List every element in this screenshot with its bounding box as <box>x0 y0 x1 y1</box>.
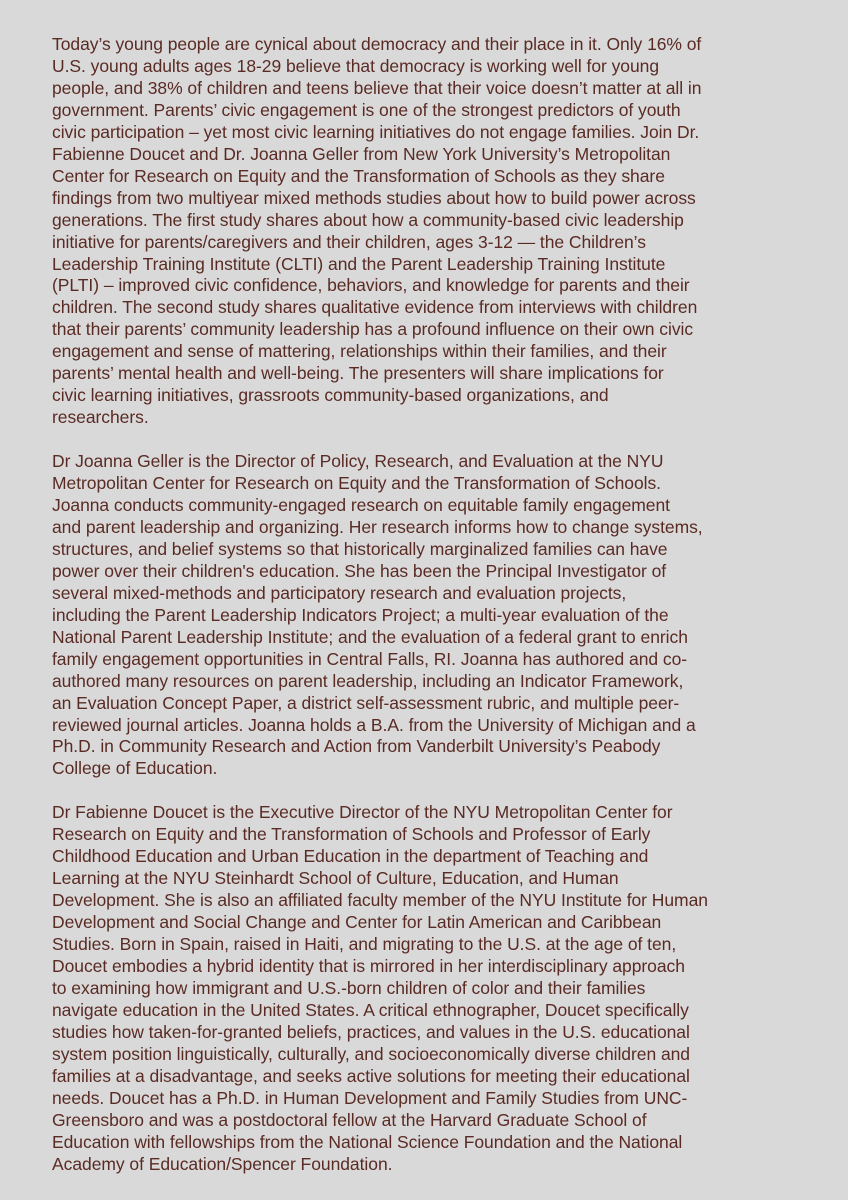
paragraph-line: authored many resources on parent leadership, including an Indicator Framework, <box>52 670 684 691</box>
paragraph-line: generations. The first study shares about how a community-based civic leadership <box>52 209 684 230</box>
paragraph-line: studies how taken-for-granted beliefs, practices, and values in the U.S. educational <box>52 1021 690 1042</box>
paragraph-line: Dr Joanna Geller is the Director of Policy, Research, and Evaluation at the NYU <box>52 451 664 472</box>
paragraph-line: College of Education. <box>52 758 218 779</box>
paragraph-line: Greensboro and was a postdoctoral fellow at the Harvard Graduate School of <box>52 1109 647 1130</box>
paragraph-line: findings from two multiyear mixed methods studies about how to build power across <box>52 187 696 208</box>
paragraph-line: that their parents’ community leadership has a profound influence on their own civic <box>52 319 694 340</box>
paragraph-line: to examining how immigrant and U.S.-born children of color and their families <box>52 977 646 998</box>
paragraph-line: Studies. Born in Spain, raised in Haiti, and migrating to the U.S. at the age of ten, <box>52 934 677 955</box>
document-page <box>52 34 792 1197</box>
paragraph-line: Fabienne Doucet and Dr. Joanna Geller from New York University’s Metropolitan <box>52 143 671 164</box>
paragraph-line: civic participation – yet most civic learning initiatives do not engage families. Join Dr. <box>52 121 700 142</box>
event-description-paragraph <box>52 34 792 429</box>
paragraph-line: Research on Equity and the Transformation of Schools and Professor of Early <box>52 824 651 845</box>
paragraph-line: family engagement opportunities in Central Falls, RI. Joanna has authored and co- <box>52 648 688 669</box>
paragraph-line: Center for Research on Equity and the Transformation of Schools as they share <box>52 165 665 186</box>
paragraph-line: researchers. <box>52 407 149 428</box>
paragraph-line: families at a disadvantage, and seeks active solutions for meeting their educational <box>52 1065 690 1086</box>
paragraph-line: Leadership Training Institute (CLTI) and the Parent Leadership Training Institute <box>52 253 666 274</box>
paragraph-line: Doucet embodies a hybrid identity that is mirrored in her interdisciplinary approach <box>52 956 685 976</box>
paragraph-line: National Parent Leadership Institute; and the evaluation of a federal grant to enrich <box>52 626 688 647</box>
paragraph-line: Dr Fabienne Doucet is the Executive Director of the NYU Metropolitan Center for <box>52 802 673 823</box>
paragraph-line: power over their children's education. She has been the Principal Investigator of <box>52 560 667 581</box>
paragraph-line: Development and Social Change and Center for Latin American and Caribbean <box>52 912 662 933</box>
paragraph-line: Childhood Education and Urban Education in the department of Teaching and <box>52 846 649 867</box>
paragraph-line: Development. She is also an affiliated faculty member of the NYU Institute for Human <box>52 890 708 911</box>
paragraph-line: children. The second study shares qualitative evidence from interviews with children <box>52 297 698 318</box>
paragraph-line: an Evaluation Concept Paper, a district self-assessment rubric, and multiple peer- <box>52 692 680 713</box>
paragraph-line: several mixed-methods and participatory research and evaluation projects, <box>52 582 627 603</box>
paragraph-line: Academy of Education/Spencer Foundation. <box>52 1153 393 1174</box>
paragraph-line: Learning at the NYU Steinhardt School of Culture, Education, and Human <box>52 868 619 889</box>
paragraph-line: civic learning initiatives, grassroots community-based organizations, and <box>52 385 609 406</box>
paragraph-line: system position linguistically, culturally, and socioeconomically diverse children and <box>52 1043 690 1064</box>
paragraph-line: initiative for parents/caregivers and their children, ages 3-12 — the Children’s <box>52 231 646 252</box>
paragraph-line: government. Parents’ civic engagement is one of the strongest predictors of youth <box>52 99 681 120</box>
paragraph-line: Ph.D. in Community Research and Action from Vanderbilt University’s Peabody <box>52 736 661 757</box>
paragraph-line: needs. Doucet has a Ph.D. in Human Development and Family Studies from UNC- <box>52 1087 688 1108</box>
paragraph-line: Metropolitan Center for Research on Equity and the Transformation of Schools. <box>52 473 661 494</box>
paragraph-line: reviewed journal articles. Joanna holds a B.A. from the University of Michigan and a <box>52 714 696 735</box>
fabienne-doucet-bio-paragraph <box>52 802 792 1175</box>
paragraph-line: Today’s young people are cynical about democracy and their place in it. Only 16% of <box>52 34 702 54</box>
paragraph-line: and parent leadership and organizing. Her research informs how to change systems, <box>52 516 703 537</box>
paragraph-line: people, and 38% of children and teens believe that their voice doesn’t matter at all in <box>52 77 702 98</box>
paragraph-line: including the Parent Leadership Indicators Project; a multi-year evaluation of the <box>52 604 669 625</box>
paragraph-line: navigate education in the United States. A critical ethnographer, Doucet specifically <box>52 999 689 1020</box>
joanna-geller-bio-paragraph <box>52 451 792 780</box>
paragraph-line: Joanna conducts community-engaged research on equitable family engagement <box>52 495 670 515</box>
paragraph-line: structures, and belief systems so that historically marginalized families can have <box>52 538 668 559</box>
paragraph-line: U.S. young adults ages 18-29 believe that democracy is working well for young <box>52 55 660 76</box>
paragraph-line: (PLTI) – improved civic confidence, behaviors, and knowledge for parents and their <box>52 275 690 296</box>
paragraph-line: Education with fellowships from the National Science Foundation and the National <box>52 1131 683 1152</box>
paragraph-line: parents’ mental health and well-being. The presenters will share implications for <box>52 363 664 384</box>
paragraph-line: engagement and sense of mattering, relationships within their families, and their <box>52 341 667 362</box>
